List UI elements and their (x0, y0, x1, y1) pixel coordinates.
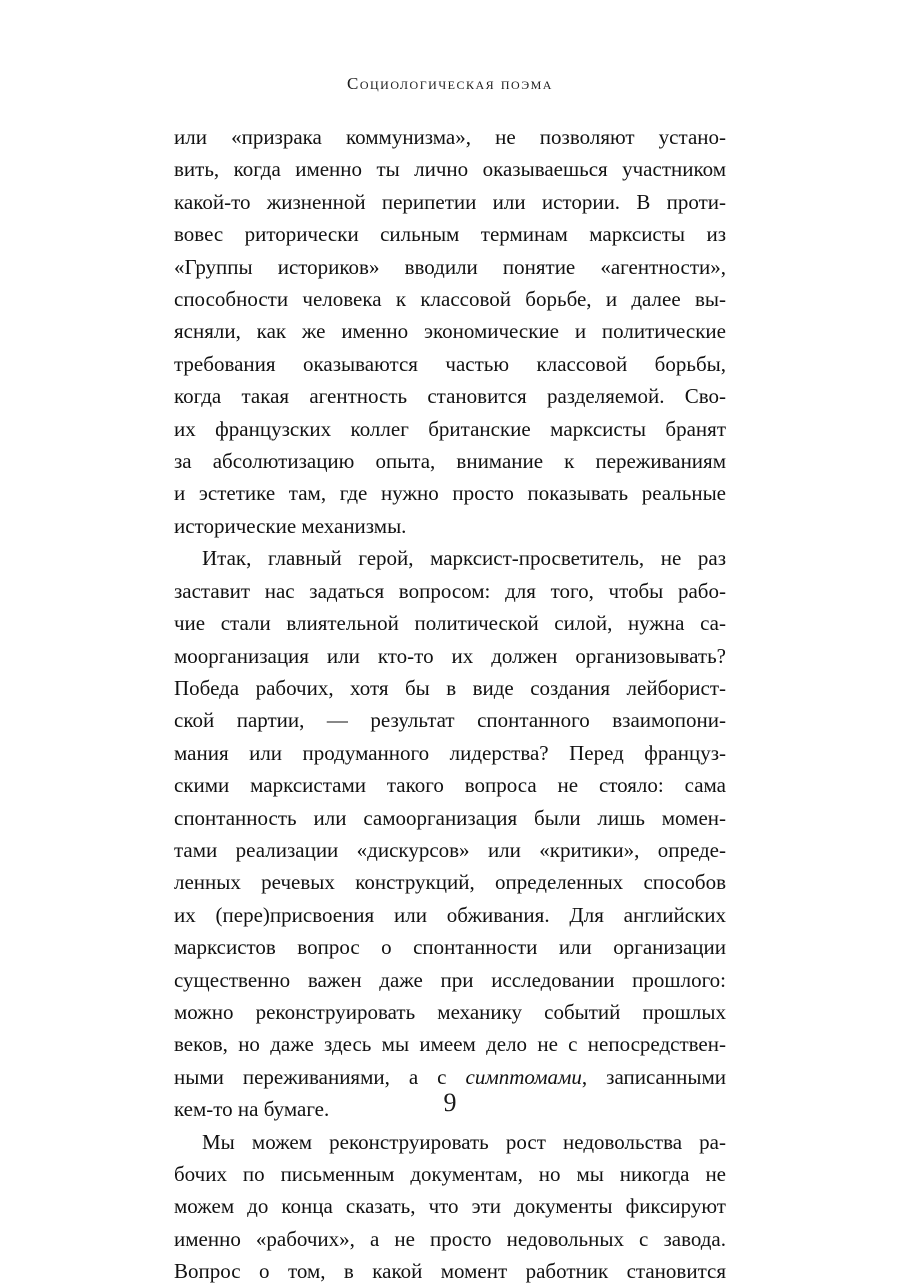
text-line: кем-то на бумаге. (174, 1097, 330, 1122)
text-line: бочих по письменным документам, но мы никогда не (174, 1162, 726, 1186)
emphasis: симптомами (465, 1064, 582, 1089)
text-line-with-italic: ными переживаниями, а с симптомами, записанными (174, 1064, 726, 1089)
paragraph-3 (174, 1126, 726, 1288)
text-line: можно реконструировать механику событий прошлых (174, 999, 726, 1024)
page-number: 9 (443, 1088, 457, 1117)
text-line: моорганизация или кто-то их должен организовывать? (174, 643, 726, 668)
text-line: когда такая агентность становится разделяемой. Сво- (174, 384, 726, 409)
text-line: ясняли, как же именно экономические и политические (174, 319, 726, 344)
text-line: заставит нас задаться вопросом: для того, чтобы рабо- (174, 578, 726, 603)
text-line: их (пере)присвоения или обживания. Для английских (174, 902, 726, 927)
text-line: какой-то жизненной перипетии или истории. В проти- (174, 189, 726, 214)
text-line: вить, когда именно ты лично оказываешься участником (174, 157, 726, 182)
text-line: мания или продуманного лидерства? Перед француз- (174, 740, 726, 765)
text-line: «Группы историков» вводили понятие «агентности», (174, 254, 726, 279)
text-line: спонтанность или самоорганизация были лишь момен- (174, 805, 726, 830)
text-line: способности человека к классовой борьбе, и далее вы- (174, 287, 726, 312)
text-line: чие стали влиятельной политической силой, нужна са- (174, 611, 726, 636)
text-line: можем до конца сказать, что эти документы фиксируют (174, 1194, 726, 1219)
text-line: марксистов вопрос о спонтанности или организации (174, 935, 726, 960)
text-line: вовес риторически сильным терминам марксисты из (174, 222, 726, 247)
text-line: исторические механизмы. (174, 513, 407, 538)
text-line: Мы можем реконструировать рост недовольства ра- (202, 1129, 726, 1154)
text-line: Победа рабочих, хотя бы в виде создания лейборист- (174, 675, 726, 700)
text-line: скими марксистами такого вопроса не стояло: сама (174, 773, 726, 798)
text-line: за абсолютизацию опыта, внимание к переживаниям (174, 449, 726, 474)
text-line: и эстетике там, где нужно просто показывать реальные (174, 481, 726, 506)
text-line: их французских коллег британские марксисты бранят (174, 416, 726, 441)
text-line: ской партии, — результат спонтанного взаимопони- (174, 708, 726, 733)
text-line: тами реализации «дискурсов» или «критики», опреде- (174, 837, 726, 862)
text-line: требования оказываются частью классовой борьбы, (174, 351, 726, 376)
text-line: или «призрака коммунизма», не позволяют устано- (174, 125, 726, 149)
text-line: Вопрос о том, в какой момент работник становится (174, 1259, 726, 1284)
text-line: ленных речевых конструкций, определенных способов (174, 870, 726, 895)
running-head: Социологическая поэма (347, 74, 553, 93)
text-line: существенно важен даже при исследовании прошлого: (174, 967, 726, 992)
paragraph-2 (174, 542, 726, 1125)
text-line: веков, но даже здесь мы имеем дело не с непосредствен- (174, 1032, 726, 1057)
text-line: Итак, главный герой, марксист-просветитель, не раз (202, 546, 726, 571)
text-line: именно «рабочих», а не просто недовольных с завода. (174, 1226, 726, 1251)
paragraph-1 (174, 121, 726, 542)
